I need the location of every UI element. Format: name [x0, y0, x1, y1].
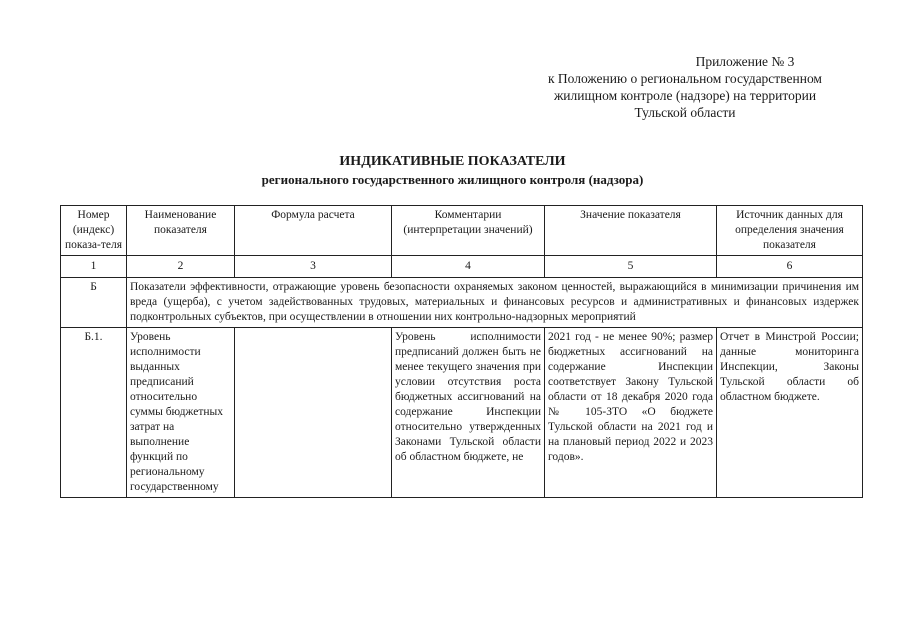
- indicator-name: Уровень исполнимости выданных предписаний относительно суммы бюджетных затрат на выполнение функций по региональному государственному: [127, 328, 235, 498]
- column-number: 2: [127, 256, 235, 278]
- column-number: 3: [235, 256, 392, 278]
- appendix-line: жилищном контроле (надзоре) на территории: [553, 88, 817, 103]
- table-header-row: [61, 206, 863, 256]
- row-index: Б.1.: [61, 328, 127, 498]
- document-title: ИНДИКАТИВНЫЕ ПОКАЗАТЕЛИ: [339, 154, 566, 169]
- indicators-table: [60, 205, 863, 498]
- appendix-line: к Положению о региональном государственном: [548, 71, 822, 86]
- table-row: [61, 328, 863, 498]
- column-number: 4: [392, 256, 545, 278]
- column-header: Номер (индекс) показа-теля: [61, 206, 127, 256]
- indicator-comment: Уровень исполнимости предписаний должен быть не менее текущего значения при условии отсутствия роста бюджетных ассигнований на содержание Инспекции относительно утвержденных Законами Тульской области об областном бюджете, не: [392, 328, 545, 498]
- column-number: 5: [545, 256, 717, 278]
- column-header: Формула расчета: [235, 206, 392, 256]
- appendix-line: Приложение № 3: [695, 54, 795, 69]
- column-header: Комментарии (интерпретации значений): [392, 206, 545, 256]
- appendix-line: Тульской области: [634, 105, 736, 120]
- column-header: Источник данных для определения значения показателя: [717, 206, 863, 256]
- column-header: Наименование показателя: [127, 206, 235, 256]
- column-header: Значение показателя: [545, 206, 717, 256]
- appendix-block: [500, 53, 870, 121]
- indicator-formula: [235, 328, 392, 498]
- column-number: 1: [61, 256, 127, 278]
- indicator-value: 2021 год - не менее 90%; размер бюджетных ассигнований на содержание Инспекции соответствует Закону Тульской области от 18 декабря 2020 года № 105-ЗТО «О бюджете Тульской области на 2021 год и на плановый период 2022 и 2023 годов».: [545, 328, 717, 498]
- indicator-source: Отчет в Минстрой России; данные мониторинга Инспекции, Законы Тульской области об областном бюджете.: [717, 328, 863, 498]
- section-index: Б: [61, 278, 127, 328]
- column-number-row: [61, 256, 863, 278]
- column-number: 6: [717, 256, 863, 278]
- section-row: [61, 278, 863, 328]
- section-text: Показатели эффективности, отражающие уровень безопасности охраняемых законом ценностей, выражающийся в минимизации причинения им вреда (ущерба), с учетом задействованных трудовых, материальных и финансовых ресурсов и административных и финансовых издержек подконтрольных субъектов, при осуществлении в отношении них контрольно-надзорных мероприятий: [127, 278, 863, 328]
- document-subtitle: регионального государственного жилищного контроля (надзора): [261, 172, 644, 187]
